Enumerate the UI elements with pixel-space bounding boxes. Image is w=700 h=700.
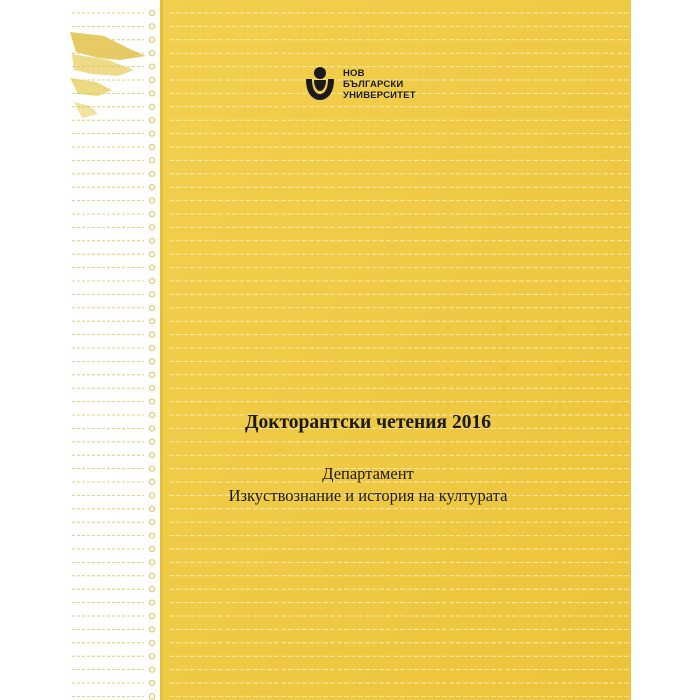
spiral-hole xyxy=(149,560,154,565)
spiral-hole xyxy=(149,386,154,391)
spiral-hole xyxy=(149,533,154,538)
spiral-hole xyxy=(149,520,154,525)
spiral-hole xyxy=(149,359,154,364)
spiral-hole xyxy=(149,694,154,699)
spiral-hole xyxy=(149,627,154,632)
spiral-hole xyxy=(149,238,154,243)
spiral-hole xyxy=(149,319,154,324)
department-name: Изкуствознание и история на културата xyxy=(228,486,508,505)
spiral-hole xyxy=(149,198,154,203)
spiral-hole xyxy=(149,479,154,484)
book-cover xyxy=(68,0,631,700)
logo-line-3: УНИВЕРСИТЕТ xyxy=(343,89,416,101)
department-label: Департамент xyxy=(322,464,414,483)
spiral-hole xyxy=(149,613,154,618)
spiral-hole xyxy=(149,439,154,444)
university-logo xyxy=(303,66,416,102)
logo-line-2: БЪЛГАРСКИ xyxy=(343,78,404,90)
spiral-hole xyxy=(149,506,154,511)
spiral-hole xyxy=(149,144,154,149)
spiral-hole xyxy=(149,667,154,672)
spiral-hole xyxy=(149,10,154,15)
spiral-hole xyxy=(149,185,154,190)
spiral-hole xyxy=(149,91,154,96)
spiral-hole xyxy=(149,466,154,471)
spiral-hole xyxy=(149,278,154,283)
spiral-hole xyxy=(149,399,154,404)
spiral-hole xyxy=(149,51,154,56)
spiral-hole xyxy=(149,453,154,458)
spiral-hole xyxy=(149,600,154,605)
spiral-hole xyxy=(149,546,154,551)
spiral-hole xyxy=(149,158,154,163)
spiral-hole xyxy=(149,493,154,498)
spiral-hole xyxy=(149,252,154,257)
spiral-hole xyxy=(149,64,154,69)
spiral-hole xyxy=(149,587,154,592)
logo-text xyxy=(343,68,416,101)
nbu-logo-icon xyxy=(303,66,337,102)
spiral-hole xyxy=(149,292,154,297)
logo-line-1: НОВ xyxy=(343,67,365,79)
yellow-panel xyxy=(163,0,631,700)
spiral-hole xyxy=(149,211,154,216)
spiral-hole xyxy=(149,171,154,176)
spiral-hole xyxy=(149,426,154,431)
spiral-hole xyxy=(149,412,154,417)
spiral-hole xyxy=(149,332,154,337)
spiral-hole xyxy=(149,225,154,230)
spiral-hole xyxy=(149,37,154,42)
spiral-hole xyxy=(149,265,154,270)
spiral-hole xyxy=(149,345,154,350)
spiral-hole xyxy=(149,654,154,659)
spiral-hole xyxy=(149,573,154,578)
spiral-hole xyxy=(149,640,154,645)
spiral-hole xyxy=(149,680,154,685)
spiral-hole xyxy=(149,305,154,310)
spiral-hole xyxy=(149,77,154,82)
left-strip xyxy=(68,0,160,700)
spiral-hole xyxy=(149,372,154,377)
spiral-holes xyxy=(68,0,160,700)
panel-background xyxy=(163,0,631,700)
spiral-hole xyxy=(149,118,154,123)
book-subtitle xyxy=(168,463,568,507)
spiral-hole xyxy=(149,24,154,29)
book-title: Докторантски четения 2016 xyxy=(245,412,491,433)
spiral-hole xyxy=(149,131,154,136)
ruled-lines xyxy=(163,0,631,700)
spiral-hole xyxy=(149,104,154,109)
